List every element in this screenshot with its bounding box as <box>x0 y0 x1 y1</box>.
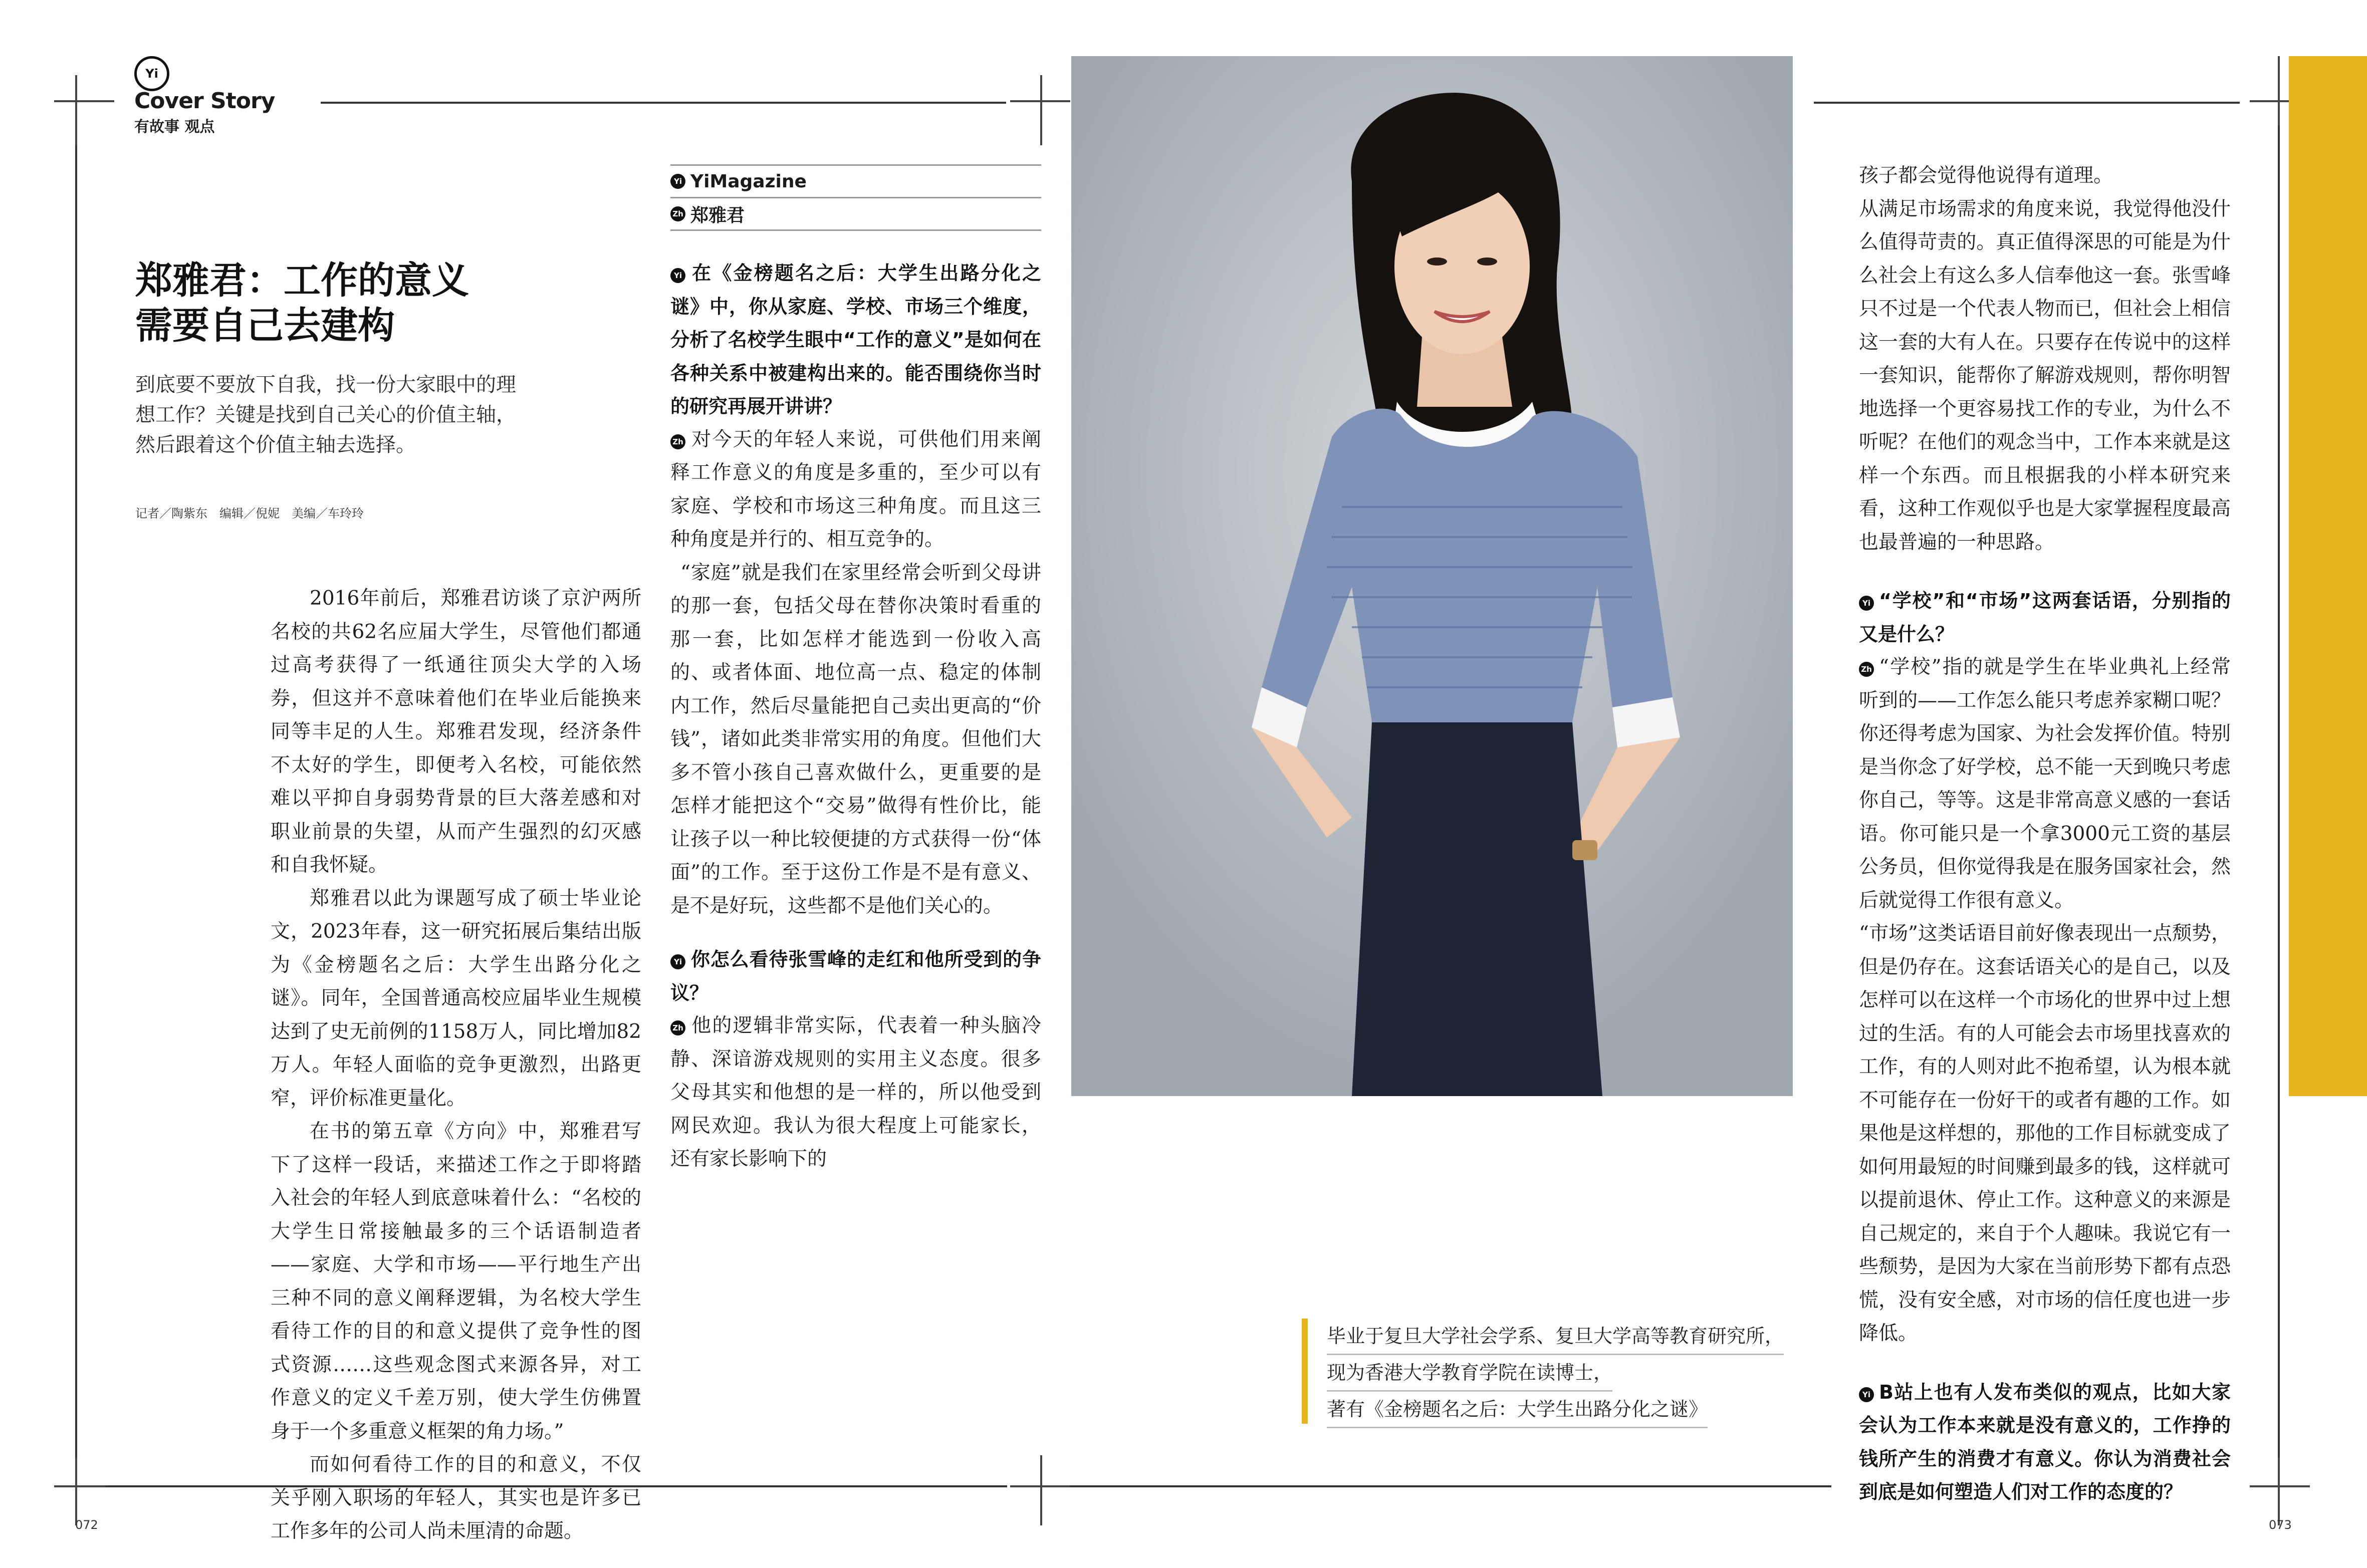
caption-accent-bar <box>1302 1319 1308 1424</box>
answer: Zh 他的逻辑非常实际，代表着一种头脑冷静、深谙游戏规则的实用主义态度。很多父母其实和他想的是一样的，所以他受到网民欢迎。我认为很大程度上可能家长，还有家长影响下的 <box>670 1014 1041 1170</box>
answer: Zh “学校”指的就是学生在毕业典礼上经常听到的——工作怎么能只考虑养家糊口呢？你还得考虑为国家、为社会发挥价值。特别是当你念了好学校，总不能一天到晚只考虑你自己，等等。这是非常高意义感的一套话语。你可能只是一个拿3000元工资的基层公务员，但你觉得我是在服务国家社会，然后就觉得工作很有意义。 <box>1859 656 2231 912</box>
qa-column-2 <box>1859 159 2231 1509</box>
caption-line: 著有《金榜题名之后：大学生出路分化之谜》 <box>1327 1392 1708 1428</box>
caption-line: 毕业于复旦大学社会学系、复旦大学高等教育研究所， <box>1327 1319 1784 1355</box>
question-badge-icon: Yi <box>670 268 685 283</box>
answer-badge-icon: Zh <box>670 434 685 449</box>
portrait-photo <box>1071 56 1793 1096</box>
speaker-labels <box>670 164 1041 231</box>
question-badge-icon: Yi <box>670 954 685 969</box>
question: Yi 你怎么看待张雪峰的走红和他所受到的争议？ <box>670 948 1041 1004</box>
question-badge-icon: Yi <box>1859 596 1874 611</box>
article-lead: 到底要不要放下自我，找一份大家眼中的理 想工作？关键是找到自己关心的价值主轴， 然后跟着这个价值主轴去选择。 <box>135 373 516 456</box>
right-margin-rule <box>2278 125 2280 1458</box>
answer-badge-icon: Zh <box>670 1020 685 1035</box>
answer-continued: 孩子都会觉得他说得有道理。 <box>1859 164 2113 187</box>
answer-badge-icon: Zh <box>1859 662 1874 677</box>
answer-paragraph: 从满足市场需求的角度来说，我觉得他没什么值得苛责的。真正值得深思的可能是为什么社会上有这么多人信奉他这一套。张雪峰只不过是一个代表人物而已，但社会上相信这一套的大有人在。只要存在传说中的这样一套知识，能帮你了解游戏规则，帮你明智地选择一个更容易找工作的专业，为什么不听呢？在他们的观念当中，工作本来就是这样一个东西。而且根据我的小样本研究来看，这种工作观似乎也是大家掌握程度最高也最普遍的一种思路。 <box>1859 197 2231 554</box>
interviewee-label: 郑雅君 <box>690 205 745 226</box>
interviewee-badge-icon: Zh <box>670 206 685 221</box>
credits: 记者／陶紫东 编辑／倪妮 美编／车玲玲 <box>135 506 364 520</box>
article-title: 郑雅君：工作的意义 需要自己去建构 <box>135 259 469 347</box>
page-number-left: 072 <box>75 1518 98 1532</box>
qa-column-1 <box>670 256 1041 1176</box>
left-margin-rule <box>75 145 77 1458</box>
portrait-illustration <box>1071 56 1793 1096</box>
question: Yi B站上也有人发布类似的观点，比如大家会认为工作本来就是没有意义的，工作挣的钱所产生的消费才有意义。你认为消费社会到底是如何塑造人们对工作的态度的？ <box>1859 1381 2231 1503</box>
answer-paragraph: “家庭”就是我们在家里经常会听到父母讲的那一套，包括父母在替你决策时看重的那一套，比如怎样才能选到一份收入高的、或者体面、地位高一点、稳定的体制内工作，然后尽量能把自己卖出更高的“价钱”，诸如此类非常实用的角度。但他们大多不管小孩自己喜欢做什么，更重要的是怎样才能把这个“交易”做得有性价比，能让孩子以一种比较便捷的方式获得一份“体面”的工作。至于这份工作是不是有意义、是不是好玩，这些都不是他们关心的。 <box>670 561 1041 917</box>
intro-paragraph: 在书的第五章《方向》中，郑雅君写下了这样一段话，来描述工作之于即将踏入社会的年轻人到底意味着什么：“名校的大学生日常接触最多的三个话语制造者——家庭、大学和市场——平行地生产出三种不同的意义阐释逻辑，为名校大学生看待工作的目的和意义提供了竞争性的图式资源……这些观念图式来源各异，对工作意义的定义千差万别，使大学生仿佛置身于一个多重意义框架的角力场。” <box>271 1120 641 1443</box>
intro-paragraph: 而如何看待工作的目的和意义，不仅关乎刚入职场的年轻人，其实也是许多已工作多年的公司人尚未厘清的命题。 <box>271 1453 641 1542</box>
question: Yi 在《金榜题名之后：大学生出路分化之谜》中，你从家庭、学校、市场三个维度，分析了名校学生眼中“工作的意义”是如何在各种关系中被建构出来的。能否围绕你当时的研究再展开讲讲？ <box>670 262 1041 417</box>
page-number-right: 073 <box>2269 1518 2292 1532</box>
magazine-logo-icon: Yi <box>134 56 169 91</box>
question-badge-icon: Yi <box>1859 1387 1874 1402</box>
accent-bar <box>2289 56 2367 1096</box>
bottom-rule-right <box>1070 1485 1831 1487</box>
intro-column <box>271 582 641 1548</box>
intro-paragraph: 郑雅君以此为课题写成了硕士毕业论文，2023年春，这一研究拓展后集结出版为《金榜题名之后：大学生出路分化之谜》。同年，全国普通高校应届毕业生规模达到了史无前例的1158万人，同比增加82万人。年轻人面临的竞争更激烈，出路更窄，评价标准更量化。 <box>271 887 641 1110</box>
answer-paragraph: “市场”这类话语目前好像表现出一点颓势，但是仍存在。这套话语关心的是自己，以及怎样可以在这样一个市场化的世界中过上想过的生活。有的人可能会去市场里找喜欢的工作，有的人则对此不抱希望，认为根本就不可能存在一份好干的或者有趣的工作。如果他是这样想的，那他的工作目标就变成了如何用最短的时间赚到最多的钱，这样就可以提前退休、停止工作。这种意义的来源是自己规定的，来自于个人趣味。我说它有一些颓势，是因为大家在当前形势下都有点恐慌，没有安全感，对市场的信任度也进一步降低。 <box>1859 922 2231 1345</box>
answer: Zh 对今天的年轻人来说，可供他们用来阐释工作意义的角度是多重的，至少可以有家庭、学校和市场这三种角度。而且这三种角度是并行的、相互竞争的。 <box>670 428 1041 551</box>
question: Yi “学校”和“市场”这两套话语，分别指的又是什么？ <box>1859 590 2231 645</box>
caption-line: 现为香港大学教育学院在读博士， <box>1327 1355 1612 1392</box>
top-rule-left <box>321 102 1006 104</box>
section-subtitle: 有故事 观点 <box>134 118 215 136</box>
interviewer-badge-icon: Yi <box>670 174 685 189</box>
section-title: Cover Story <box>134 88 275 114</box>
intro-paragraph: 2016年前后，郑雅君访谈了京沪两所名校的共62名应届大学生，尽管他们都通过高考获得了一纸通往顶尖大学的入场券，但这并不意味着他们在毕业后能换来同等丰足的人生。郑雅君发现，经济条件不太好的学生，即便考入名校，可能依然难以平抑自身弱势背景的巨大落差感和对职业前景的失望，从而产生强烈的幻灭感和自我怀疑。 <box>271 587 641 876</box>
top-rule-right <box>1814 102 2240 104</box>
interviewer-label: YiMagazine <box>690 171 807 192</box>
